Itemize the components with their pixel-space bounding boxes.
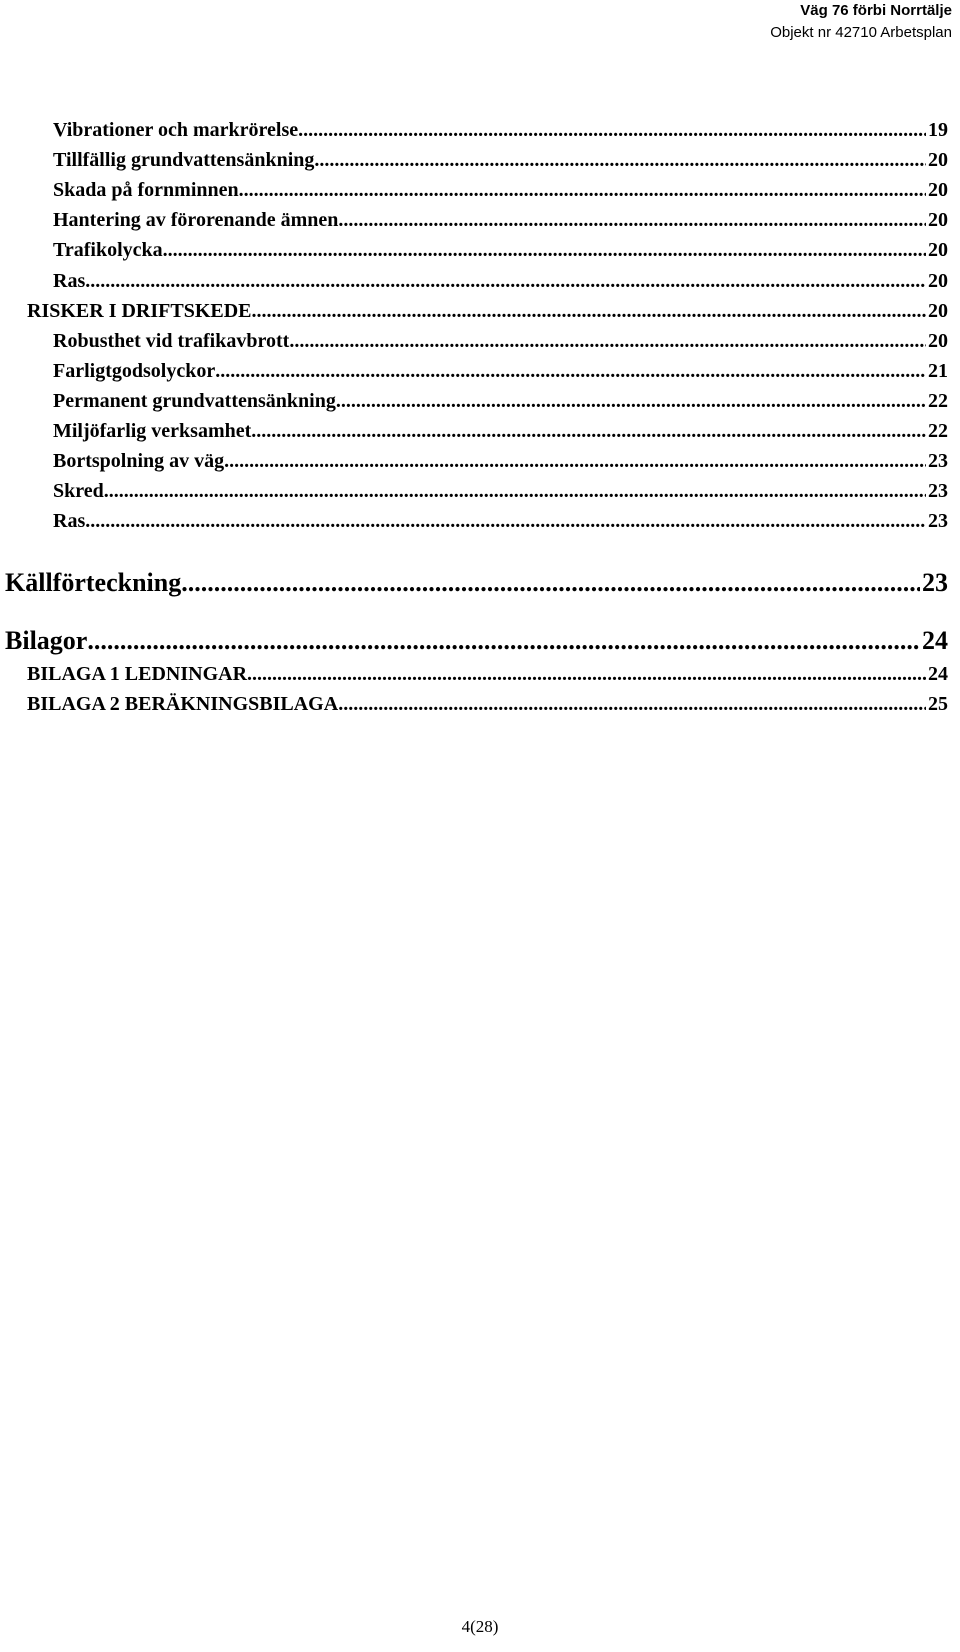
toc-entry-label: Källförteckning bbox=[5, 568, 182, 597]
toc-entry[interactable] bbox=[53, 356, 948, 386]
toc-entry-page: 20 bbox=[928, 179, 948, 201]
toc-entry[interactable] bbox=[53, 115, 948, 145]
toc-entry-label: Bortspolning av väg bbox=[53, 450, 225, 472]
toc-entry[interactable] bbox=[53, 476, 948, 506]
toc-leader-dots bbox=[251, 416, 926, 446]
toc-entry-page: 23 bbox=[928, 510, 948, 532]
toc-entry-page: 22 bbox=[928, 390, 948, 412]
toc-entry[interactable] bbox=[27, 659, 948, 689]
toc-entry[interactable] bbox=[53, 446, 948, 476]
toc-entry-label: Ras bbox=[53, 510, 86, 532]
toc-entry-page: 24 bbox=[922, 626, 948, 655]
toc-leader-dots bbox=[338, 689, 926, 719]
toc-entry-page: 23 bbox=[928, 450, 948, 472]
toc-entry[interactable] bbox=[53, 506, 948, 536]
toc-leader-dots bbox=[298, 115, 926, 145]
toc-entry-heading[interactable] bbox=[5, 565, 948, 601]
toc-leader-dots bbox=[85, 266, 926, 296]
toc-entry-label: BILAGA 2 BERÄKNINGSBILAGA bbox=[27, 693, 339, 715]
toc-entry[interactable] bbox=[27, 689, 948, 719]
toc-entry-page: 20 bbox=[928, 270, 948, 292]
toc-entry-label: BILAGA 1 LEDNINGAR bbox=[27, 663, 248, 685]
toc-entry-label: Tillfällig grundvattensänkning bbox=[53, 149, 315, 171]
toc-entry-page: 20 bbox=[928, 239, 948, 261]
toc-entry-page: 23 bbox=[928, 480, 948, 502]
toc-entry-page: 21 bbox=[928, 360, 948, 382]
toc-leader-dots bbox=[87, 623, 920, 659]
toc-entry[interactable] bbox=[53, 175, 948, 205]
toc-entry-page: 20 bbox=[928, 149, 948, 171]
toc-leader-dots bbox=[85, 506, 926, 536]
toc-entry-label: Bilagor bbox=[5, 626, 88, 655]
toc-entry-page: 20 bbox=[928, 300, 948, 322]
toc-leader-dots bbox=[314, 145, 926, 175]
toc-leader-dots bbox=[104, 476, 926, 506]
toc-entry-label: Skada på fornminnen bbox=[53, 179, 239, 201]
toc-entry-label: Ras bbox=[53, 270, 86, 292]
toc-entry-label: Miljöfarlig verksamhet bbox=[53, 420, 252, 442]
toc-entry[interactable] bbox=[53, 326, 948, 356]
toc-leader-dots bbox=[224, 446, 926, 476]
header-title: Väg 76 förbi Norrtälje bbox=[800, 2, 952, 19]
toc-entry-page: 19 bbox=[928, 119, 948, 141]
toc-entry[interactable] bbox=[53, 386, 948, 416]
toc-entry-label: Vibrationer och markrörelse bbox=[53, 119, 299, 141]
toc-entry-label: Hantering av förorenande ämnen bbox=[53, 209, 339, 231]
toc-entry-label: RISKER I DRIFTSKEDE bbox=[27, 300, 252, 322]
toc-entry[interactable] bbox=[53, 235, 948, 265]
toc-leader-dots bbox=[215, 356, 926, 386]
toc-entry-page: 23 bbox=[922, 568, 948, 597]
toc-entry[interactable] bbox=[53, 145, 948, 175]
toc-leader-dots bbox=[336, 386, 926, 416]
toc-entry-heading[interactable] bbox=[5, 623, 948, 659]
toc-entry-page: 22 bbox=[928, 420, 948, 442]
toc-entry-label: Robusthet vid trafikavbrott bbox=[53, 330, 290, 352]
toc-entry-label: Permanent grundvattensänkning bbox=[53, 390, 336, 412]
toc-leader-dots bbox=[247, 659, 926, 689]
toc-entry-page: 24 bbox=[928, 663, 948, 685]
toc-entry-label: Farligtgodsolyckor bbox=[53, 360, 216, 382]
toc-entry[interactable] bbox=[53, 266, 948, 296]
toc-entry-page: 20 bbox=[928, 209, 948, 231]
page-header bbox=[770, 0, 952, 44]
toc-entry[interactable] bbox=[27, 296, 948, 326]
toc-leader-dots bbox=[289, 326, 926, 356]
toc-entry-label: Trafikolycka bbox=[53, 239, 163, 261]
toc-leader-dots bbox=[181, 565, 920, 601]
toc-entry-label: Skred bbox=[53, 480, 104, 502]
header-subtitle: Objekt nr 42710 Arbetsplan bbox=[770, 24, 952, 41]
toc-entry-page: 25 bbox=[928, 693, 948, 715]
toc-leader-dots bbox=[252, 296, 926, 326]
page-number: 4(28) bbox=[461, 1617, 499, 1636]
toc-entry-page: 20 bbox=[928, 330, 948, 352]
toc-leader-dots bbox=[239, 175, 926, 205]
toc-leader-dots bbox=[338, 205, 926, 235]
toc-entry[interactable] bbox=[53, 205, 948, 235]
toc-leader-dots bbox=[163, 235, 926, 265]
toc-entry[interactable] bbox=[53, 416, 948, 446]
